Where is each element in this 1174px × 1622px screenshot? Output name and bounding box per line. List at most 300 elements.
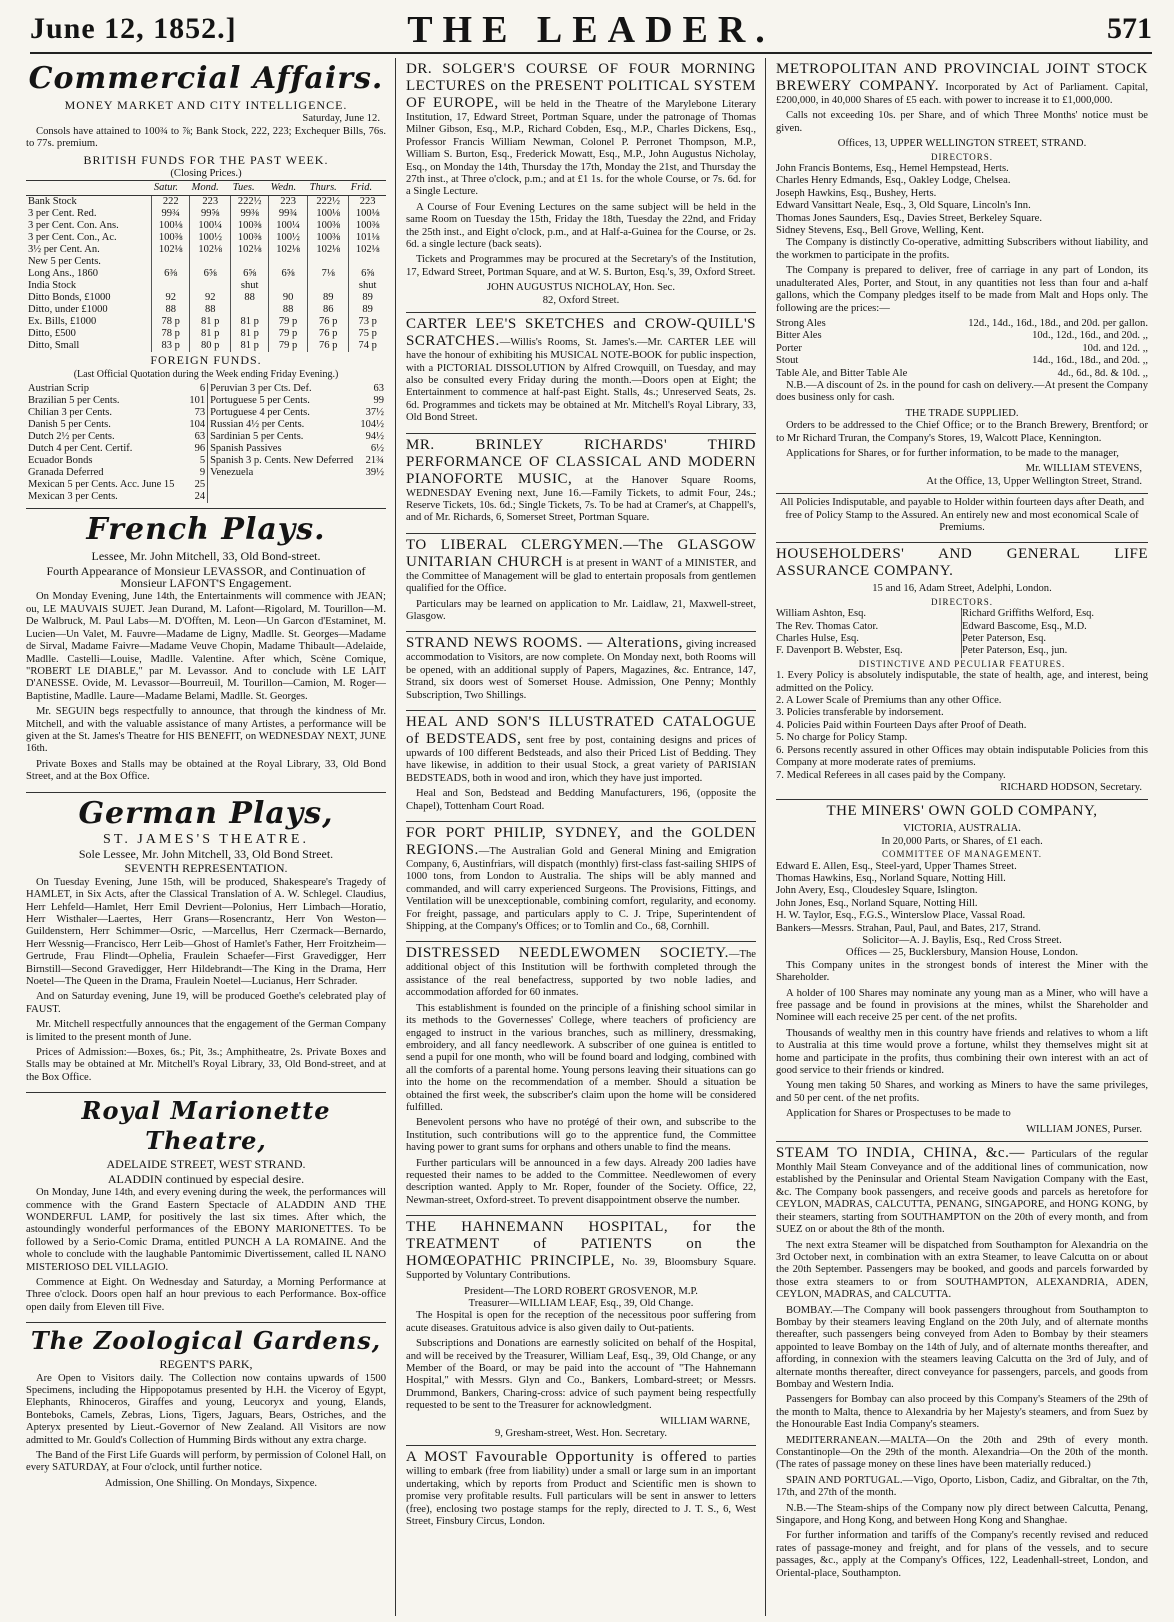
hahnemann-treasurer: Treasurer—WILLIAM LEAF, Esq., 39, Old Change.: [468, 1298, 694, 1309]
table-cell: [269, 280, 308, 292]
column-left: [26, 58, 386, 1616]
metro-title: METROPOLITAN AND PROVINCIAL JOINT STOCK BREWERY COMPANY.: [776, 61, 1148, 94]
director-name: Richard Griffiths Welford, Esq.: [962, 608, 1095, 620]
fund-value: 6: [177, 383, 208, 395]
price-row: [776, 355, 1148, 367]
hahnemann-address: 9, Gresham-street, West. Hon. Secretary.: [494, 1428, 668, 1440]
director-name: Peter Paterson, Esq., jun.: [962, 645, 1068, 657]
table-cell: 81 p: [231, 316, 269, 328]
french-appearance: Fourth Appearance of Monsieur LEVASSOR, and Continuation of Monsieur LAFONT'S Engagement.: [46, 563, 366, 591]
price-item: Strong Ales: [776, 317, 826, 329]
steam-paragraph: BOMBAY.—The Company will book passengers throughout from Southampton to Bombay by their steamers leaving England on the 20th July, and of alternate months thereafter, such passengers being conveyed from Aden to Bombay by their steamers appointed to leave Bombay on the 14th of July, and of alternate months thereafter, and affording, in connexion with the steamers leaving Calcutta on the 3rd of July, and of alternate months thereafter, direct conveyance for passengers, parcels, and goods from Bombay and Western India.: [776, 1304, 1148, 1390]
metro-paragraph: Applications for Shares, or for further information, to be made to the manager,: [786, 447, 1119, 459]
needle-paragraph: Further particulars will be announced in a few days. Already 200 ladies have requested their names to be added to the Committee. Needlewomen of every description wanted. Apply to Mr. Roper, founder of the Society. Office, 22, Newman-street, Oxford-street. To prevent disappointment observe the number.: [406, 1157, 756, 1206]
director-name: Peter Paterson, Esq.: [962, 633, 1046, 645]
table-cell: 223: [349, 196, 386, 209]
german-paragraph: And on Saturday evening, June 19, will be produced Goethe's celebrated play of FAUST.: [26, 991, 386, 1015]
table-cell: 6⅝: [349, 268, 386, 280]
steam-body: Particulars of the regular Monthly Mail Steam Conveyance and of the additional lines of communication, now established by the Peninsular and Oriental Steam Navigation Company with the East, &c. The Company book passengers, and receive goods and parcels as heretofore for CEYLON, MADRAS, CALCUTTA, PENANG, SINGAPORE, and HONG KONG, by their steamers, starting from SOUTHAMPTON on the 20th of every month, and from SUEZ on or about the 8th of the month.: [776, 1149, 1148, 1236]
fund-name: Ecuador Bonds: [28, 455, 93, 467]
table-cell: 222½: [231, 196, 269, 209]
ad-steam-to-india: [776, 1142, 1148, 1588]
fund-value: 21¾: [365, 455, 384, 467]
price-values: 10d., 12d., 16d., and 20d. ,,: [1032, 330, 1148, 342]
table-row: [26, 419, 386, 431]
miners-offices: Offices — 25, Bucklersbury, Mansion House, London.: [845, 947, 1079, 959]
fund-value: 24: [177, 491, 208, 503]
table-row: [26, 292, 386, 304]
fund-name: Mexican 5 per Cents. Acc. June 15: [28, 479, 175, 491]
director-name: Thomas Jones Saunders, Esq., Davies Street, Berkeley Square.: [776, 212, 1042, 224]
feature-item: 6. Persons recently assured in other Offices may obtain indisputable Policies from this Company at more moderate rates of premiums.: [776, 744, 1148, 769]
fund-value: 96: [177, 443, 208, 455]
table-cell: 89: [349, 292, 386, 304]
trade-supplied: THE TRADE SUPPLIED.: [905, 407, 1019, 419]
ad-strand-news-rooms: [406, 632, 756, 711]
householders-directors: [776, 608, 1148, 658]
table-row: [26, 443, 386, 455]
most-body: to parties willing to embark (free from liability) under a small or large sum in an important undertaking, which by reports from Product and Scientific men is shown to promise very profitable results. Full particulars will be sent in answer to letters (free), enclosing two postage stamps for the reply, directed to J. T. S., 6, West Street, Finsbury Circus, London.: [406, 1453, 756, 1528]
table-cell: 100⅛: [152, 220, 190, 232]
table-cell: 89: [308, 292, 349, 304]
committee-member: Thomas Hawkins, Esq., Norland Square, Notting Hill.: [776, 872, 1006, 884]
feature-item: 3. Policies transferable by indorsement.: [776, 707, 944, 719]
price-item: Stout: [776, 355, 799, 367]
table-cell: 222: [152, 196, 190, 209]
table-row: [26, 232, 386, 244]
fund-value: [356, 479, 386, 491]
ad-carter-lee: [406, 313, 756, 433]
steam-title: STEAM TO INDIA, CHINA, &c.—: [776, 1145, 1025, 1162]
foreign-funds-title: FOREIGN FUNDS.: [150, 353, 262, 368]
newspaper-title: THE LEADER.: [407, 9, 775, 51]
fund-value: 73: [177, 407, 208, 419]
table-cell: 76 p: [308, 340, 349, 352]
zoo-paragraph: Are Open to Visitors daily. The Collection now contains upwards of 1500 Specimens, including the Hippopotamus presented by H.H. the Viceroy of Egypt, Elephants, Rhinoceros, Giraffes and young, Leucoryx and young, Elands, Bonteboks, Camels, Zebras, Lions, Tigers, Jaguars, Bears, Ostriches, and the Apteryx presented by Lieut.-Governor of New Zealand. All Visitors are now admitted to Mr. Gould's Collection of Humming Birds without any extra charge.: [26, 1372, 386, 1446]
table-row: [26, 304, 386, 316]
table-cell: Ditto Bonds, £1000: [28, 292, 111, 304]
policies-text: All Policies Indisputable, and payable to Holder within fourteen days after Death, and free of Policy Stamp to the Assured. An entirely new and most economical Scale of Premiums.: [779, 497, 1145, 533]
fund-name: Granada Deferred: [28, 467, 104, 479]
director-name: William Ashton, Esq.: [776, 608, 962, 620]
committee-member: John Jones, Esq., Norland Square, Notting Hill.: [776, 897, 978, 909]
table-cell: 92: [190, 292, 231, 304]
miners-paragraph: A holder of 100 Shares may nominate any young man as a Miner, who will have a free passage and be found in provisions at the mines, whilst the Shareholder and Nominee will each receive 25 per cent. of the net profits.: [776, 987, 1148, 1024]
table-cell: 102⅛: [269, 244, 308, 256]
fund-value: 5: [177, 455, 208, 467]
fund-value: 63: [373, 383, 384, 395]
table-cell: 102⅛: [190, 244, 231, 256]
heal-body: sent free by post, containing designs and prices of upwards of 100 different Bedsteads, and also their Priced List of Bedding. They have likewise, in addition to their usual Stock, a great variety of PARISIAN BEDSTEADS, both in wood and iron, which they have just imported.: [406, 735, 756, 784]
french-plays: [26, 509, 386, 792]
table-cell: Bank Stock: [28, 196, 77, 208]
table-cell: 88: [190, 304, 231, 316]
steam-paragraph: SPAIN AND PORTUGAL.—Vigo, Oporto, Lisbon, Cadiz, and Gibraltar, on the 7th, 17th, and 27th of the month.: [776, 1474, 1148, 1499]
fund-name: Danish 5 per Cents.: [28, 419, 111, 431]
householders-directors-label: DIRECTORS.: [930, 596, 994, 607]
table-cell: 6⅝: [231, 268, 269, 280]
table-row: [26, 455, 386, 467]
header-date: June 12, 1852.]: [30, 12, 237, 45]
miners-paragraph: This Company unites in the strongest bonds of interest the Miner with the Shareholder.: [776, 959, 1148, 984]
fund-name: Mexican 3 per Cents.: [28, 491, 118, 503]
fund-name: Spanish Passives: [210, 443, 282, 455]
zoo-paragraph: The Band of the First Life Guards will perform, by permission of Colonel Hall, on every SATURDAY, at Four o'clock, until further notice.: [26, 1450, 386, 1474]
table-cell: [190, 280, 231, 292]
fund-name: Brazilian 5 per Cents.: [28, 395, 120, 407]
solger-address: 82, Oxford Street.: [542, 294, 620, 306]
table-cell: 7⅛: [308, 268, 349, 280]
table-cell: 78 p: [152, 328, 190, 340]
table-cell: 86: [308, 304, 349, 316]
most-title: A MOST Favourable Opportunity is offered: [406, 1449, 708, 1466]
ad-miners-gold-company: [776, 800, 1148, 1142]
hahnemann-paragraph: Subscriptions and Donations are earnestly solicited on behalf of the Hospital, and will be received by the Treasurer, William Leaf, Esq., 39, Old Change, or any Member of the Board, or may be paid into the account of "The Hahnemann Hospital," with Messrs. Glyn and Co., Bankers, Lombard-street; or Messrs. Drummond, Bankers, Charing-cross: advice of such payment being respectfully requested to be sent to the Treasurer for acknowledgment.: [406, 1338, 756, 1412]
table-cell: 78 p: [152, 316, 190, 328]
features-label: DISTINCTIVE AND PECULIAR FEATURES.: [858, 658, 1066, 669]
miners-bankers: Bankers—Messrs. Strahan, Paul, Paul, and Bates, 217, Strand.: [776, 922, 1041, 934]
table-row: [26, 268, 386, 280]
fund-value: 63: [177, 431, 208, 443]
german-lessee: Sole Lessee, Mr. John Mitchell, 33, Old Bond Street.: [78, 846, 334, 861]
price-list: [776, 318, 1148, 380]
metro-signature: Mr. WILLIAM STEVENS,: [1025, 463, 1142, 475]
table-cell: 6⅝: [269, 268, 308, 280]
column-rule: [395, 58, 396, 1616]
table-cell: [308, 256, 349, 268]
table-cell: 102⅛: [231, 244, 269, 256]
brinley-body: at the Hanover Square Rooms, WEDNESDAY Evening next, June 16.—Family Tickets, to admit Four, 24s.; Reserve Tickets, 10s. 6d.; Single Tickets, 7s. To be had at Cramer's, at Chappell's, and of Mr. Richards, 6, Somerset Street, Portman Square.: [406, 474, 756, 524]
director-name: F. Davenport B. Webster, Esq.: [776, 645, 962, 657]
director-name: Joseph Hawkins, Esq., Bushey, Herts.: [776, 187, 937, 199]
carter-title: CARTER LEE'S SKETCHES and CROW-QUILL'S SCRATCHES.: [406, 316, 756, 350]
miners-shares: In 20,000 Parts, or Shares, of £1 each.: [881, 835, 1043, 847]
table-cell: 73 p: [349, 316, 386, 328]
steam-paragraph: For further information and tariffs of the Company's recently revised and reduced rates of passage-money and freight, and for plans of the vessels, and to secure passages, &c., apply at the Company's Offices, 122, Leadenhall-street, London, and Oriental-place, Southampton.: [776, 1530, 1148, 1579]
householders-address: 15 and 16, Adam Street, Adelphi, London.: [872, 583, 1052, 595]
householders-title: HOUSEHOLDERS' AND GENERAL LIFE ASSURANCE COMPANY.: [776, 546, 1148, 580]
committee-member: Edward E. Allen, Esq., Steel-yard, Upper Thames Street.: [776, 860, 1017, 872]
ad-needlewomen: [406, 942, 756, 1216]
strand-body: giving increased accommodation to Visitors, are now complete. On Monday next, both Rooms will be opened, with an additional supply of Papers, Magazines, &c. Entrance, 147, Strand, six doors west of Somerset House. Admission, One Penny; Monthly Subscription, Two Shillings.: [406, 639, 756, 701]
miners-subtitle: VICTORIA, AUSTRALIA.: [903, 823, 1021, 835]
fund-name: Peruvian 3 per Cts. Def.: [210, 383, 312, 395]
fund-name: Portuguese 4 per Cents.: [210, 407, 310, 419]
port-body: —The Australian Gold and General Mining and Emigration Company, 6, Austinfriars, will dispatch (monthly) first-class fast-sailing SHIPS of 1000 tons, from London to Australia. The ships will be ably manned and commanded, and will carry experienced Surgeons. The Provisions, Fittings, and Ventilation will be unexceptionable, combining comfort, regularity, and economy. For freight, passage, and particulars apply to C. J. Tripe, Superintendent of Shipping, at the Company's Offices; or to Tomlin and Co., 68, Cornhill.: [406, 846, 756, 933]
table-cell: 100⅜: [152, 232, 190, 244]
table-cell: 76 p: [308, 328, 349, 340]
table-cell: 3 per Cent. Con., Ac.: [28, 232, 117, 244]
table-row: [26, 431, 386, 443]
german-plays: [26, 793, 386, 1094]
table-cell: Ex. Bills, £1000: [28, 316, 97, 328]
carter-body: —Willis's Rooms, St. James's.—Mr. CARTER LEE will have the honour of exhibiting his MUSICAL NOTE-BOOK for public inspection, with a PICTORIAL DISSOLUTION by Alfred Crowquill, on Tuesday, and may also be consulted every Friday during the month.—Doors open at Eight; the Entertainment to commence at half-past Eight. Stalls, 4s.; Unreserved Seats, 2s. 6d. Programmes and tickets may be obtained at Mr. Mitchell's Royal Library, 33, Old Bond Street.: [406, 337, 756, 424]
metro-nb: N.B.—A discount of 2s. in the pound for cash on delivery.—At present the Company does business only for cash.: [776, 379, 1148, 404]
price-item: Porter: [776, 342, 802, 354]
marionette-heading: Royal Marionette Theatre,: [81, 1096, 331, 1156]
table-header-cell: Tues.: [231, 181, 269, 196]
price-values: 10d. and 12d. ,,: [1082, 342, 1148, 354]
french-lessee: Lessee, Mr. John Mitchell, 33, Old Bond-street.: [91, 549, 321, 564]
fund-name: Dutch 2½ per Cents.: [28, 431, 115, 443]
money-market-title: MONEY MARKET AND CITY INTELLIGENCE.: [64, 98, 348, 112]
commercial-affairs: [26, 58, 386, 509]
miners-title: THE MINERS' OWN GOLD COMPANY,: [826, 803, 1098, 820]
solger-body: will be held in the Theatre of the Marylebone Literary Institution, 17, Edward Street, Portman Square, under the patronage of Thomas Milner Gibson, Esq., M.P., Richard Cobden, Esq., M.P., Charles Dickens, Esq., Professor Francis William Newman, Colonel P. Perronet Thompson, M.P., William S. Burton, Esq., Frederick Mowatt, Esq., M.P., John Augustus Nicholay, Esq., on Monday the 14th, Thursday the 17th, Monday the 21st, and Thursday the 27th inst., at Three o'clock, p.m.; and at £1 1s. for the whole Course, or 7s. 6d. for a Single Lecture.: [406, 99, 756, 198]
german-paragraph: Prices of Admission:—Boxes, 6s.; Pit, 3s.; Amphitheatre, 2s. Private Boxes and Stalls may be obtained at Mr. Mitchell's Royal Library, 33, Old Bond-street, and at the Box Office.: [26, 1047, 386, 1083]
fund-name: Dutch 4 per Cent. Certif.: [28, 443, 133, 455]
table-cell: 99¾: [152, 208, 190, 220]
metro-directors-list: [776, 163, 1148, 237]
ad-favourable-opportunity: [406, 1446, 756, 1536]
table-cell: 100⅛: [308, 208, 349, 220]
clergymen-paragraph: Particulars may be learned on application to Mr. Laidlaw, 21, Maxwell-street, Glasgow.: [406, 598, 756, 622]
table-cell: 3½ per Cent. An.: [28, 244, 100, 256]
table-header-cell: Thurs.: [308, 181, 349, 196]
needle-title: DISTRESSED NEEDLEWOMEN SOCIETY.: [406, 945, 729, 962]
director-name: Charles Hulse, Esq.: [776, 633, 962, 645]
fund-value: 104½: [360, 419, 384, 431]
table-cell: 79 p: [269, 340, 308, 352]
table-cell: 100¼: [269, 220, 308, 232]
table-row: [26, 256, 386, 268]
table-row: [26, 244, 386, 256]
fund-name: Sardinian 5 per Cents.: [210, 431, 304, 443]
heal-paragraph: Heal and Son, Bedstead and Bedding Manufacturers, 196, (opposite the Chapel), Tottenham Court Road.: [406, 788, 756, 812]
table-cell: 81 p: [231, 340, 269, 352]
steam-paragraph: N.B.—The Steam-ships of the Company now ply direct between Calcutta, Penang, Singapore, and Hong Kong, and between Hong Kong and Shanghae.: [776, 1502, 1148, 1527]
british-funds-title: BRITISH FUNDS FOR THE PAST WEEK.: [83, 152, 329, 167]
table-cell: 3 per Cent. Con. Ans.: [28, 220, 119, 232]
fund-value: 25: [177, 479, 208, 491]
table-cell: 88: [152, 304, 190, 316]
metro-directors-label: DIRECTORS.: [930, 151, 994, 162]
price-row: [776, 330, 1148, 342]
fund-value: 9: [177, 467, 208, 479]
table-cell: shut: [349, 280, 386, 292]
fund-value: 37½: [365, 407, 384, 419]
table-cell: shut: [231, 280, 269, 292]
director-name: The Rev. Thomas Cator.: [776, 621, 962, 633]
table-cell: 83 p: [152, 340, 190, 352]
brinley-title: MR. BRINLEY RICHARDS' THIRD PERFORMANCE OF CLASSICAL AND MODERN PIANOFORTE MUSIC,: [406, 436, 756, 487]
zoo-park: REGENT'S PARK,: [159, 1357, 253, 1372]
table-cell: Long Ans., 1860: [28, 268, 99, 280]
table-cell: [152, 256, 190, 268]
table-cell: 102⅛: [152, 244, 190, 256]
needle-body: —The additional object of this Institution will be forthwith completed through the assistance of the real benefactress, supported by two noble ladies, and accommodation afforded for 60 inmates.: [406, 949, 756, 999]
miners-paragraph: Thousands of wealthy men in this country have friends and relatives to whom a lift to Australia at this time would prove a fortune, whilst they themselves might sit at home and participate in the profits, thus combining their own interest with an act of good service to their friends or kindred.: [776, 1027, 1148, 1077]
table-row: [26, 340, 386, 352]
column-rule: [765, 58, 766, 1616]
fund-value: 104: [177, 419, 208, 431]
fund-name: Spanish 3 p. Cents. New Deferred: [210, 455, 354, 467]
fund-value: 99: [373, 395, 384, 407]
table-row: [26, 280, 386, 292]
table-cell: India Stock: [28, 280, 77, 292]
table-cell: [231, 256, 269, 268]
table-row: [26, 208, 386, 220]
zoological-gardens: [26, 1323, 386, 1498]
director-name: Charles Henry Edmands, Esq., Oakley Lodge, Chelsea.: [776, 175, 1011, 187]
fund-value: 6½: [370, 443, 384, 455]
table-cell: 100½: [269, 232, 308, 244]
policies-notice: [776, 494, 1148, 543]
metro-paragraph: The Company is distinctly Co-operative, admitting Subscribers without liability, and the workmen to participate in the profits.: [776, 237, 1148, 261]
market-intro: Consols have attained to 100¾ to ⅞; Bank Stock, 222, 223; Exchequer Bills, 76s. to 77s. premium.: [26, 125, 386, 150]
zoo-admission: Admission, One Shilling. On Mondays, Sixpence.: [104, 1477, 318, 1489]
table-cell: 101⅛: [349, 232, 386, 244]
table-cell: 3 per Cent. Red.: [28, 208, 97, 220]
closing-prices-label: (Closing Prices.): [170, 168, 242, 180]
table-cell: [269, 256, 308, 268]
table-cell: [190, 256, 231, 268]
miners-paragraph: Application for Shares or Prospectuses to be made to: [786, 1108, 1011, 1120]
table-cell: 81 p: [190, 328, 231, 340]
ad-brinley-richards: [406, 434, 756, 534]
ad-port-philip: [406, 822, 756, 942]
ad-metropolitan-brewery: [776, 58, 1148, 494]
hahnemann-body: No. 39, Bloomsbury Square. Supported by Voluntary Contributions.: [406, 1257, 756, 1282]
german-plays-heading: German Plays,: [78, 795, 334, 831]
table-header-cell: Satur.: [152, 181, 190, 196]
table-cell: 81 p: [231, 328, 269, 340]
marionette-address: ADELAIDE STREET, WEST STRAND.: [106, 1157, 306, 1172]
table-cell: 222½: [308, 196, 349, 209]
clergymen-title: TO LIBERAL CLERGYMEN.—The GLASGOW UNITARIAN CHURCH: [406, 536, 756, 570]
householders-signature: RICHARD HODSON, Secretary.: [1000, 781, 1142, 793]
column-middle: [406, 58, 756, 1616]
table-cell: 100⅛: [349, 208, 386, 220]
table-cell: 102⅛: [308, 244, 349, 256]
committee-label: COMMITTEE OF MANAGEMENT.: [881, 849, 1043, 860]
feature-item: 4. Policies Paid within Fourteen Days after Proof of Death.: [776, 719, 1027, 731]
heal-title: HEAL AND SON'S ILLUSTRATED CATALOGUE of BEDSTEADS,: [406, 714, 756, 747]
metro-paragraph: Calls not exceeding 10s. per Share, and of which Three Months' notice must be given.: [776, 110, 1148, 134]
fund-name: Chilian 3 per Cents.: [28, 407, 112, 419]
table-row: [26, 383, 386, 395]
ad-hahnemann-hospital: [406, 1216, 756, 1446]
metro-body: Incorporated by Act of Parliament. Capital, £200,000, in 40,000 Shares of £5 each. with power to increase it to £1,000,000.: [776, 82, 1148, 106]
ad-heal-and-son: [406, 711, 756, 822]
table-header-cell: Mond.: [190, 181, 231, 196]
fund-value: 39½: [365, 467, 384, 479]
table-cell: 100½: [190, 232, 231, 244]
table-row: [26, 196, 386, 209]
table-cell: 89: [349, 304, 386, 316]
committee-member: John Avery, Esq., Cloudesley Square, Islington.: [776, 885, 978, 897]
committee-list: [776, 861, 1148, 923]
fund-value: [356, 491, 386, 503]
fund-name: Russian 4½ per Cents.: [210, 419, 305, 431]
table-cell: 99⅜: [231, 208, 269, 220]
feature-item: 1. Every Policy is absolutely indisputable, the state of health, age, and interest, being admitted on the Policy.: [776, 670, 1148, 694]
table-cell: [231, 304, 269, 316]
table-row: [26, 220, 386, 232]
table-cell: 92: [152, 292, 190, 304]
steam-paragraph: Passengers for Bombay can also proceed by this Company's Steamers of the 29th of the month to Malta, thence to Alexandria by her Majesty's steamers, and from Suez by the Honourable East India Company's steamers.: [776, 1394, 1148, 1431]
metro-paragraph: Orders to be addressed to the Chief Office; or to the Branch Brewery, Brentford; or to Mr Richard Truran, the Company's Stores, 19, Walcott Place, Kennington.: [776, 420, 1148, 444]
table-row: [26, 395, 386, 407]
table-cell: New 5 per Cents.: [28, 256, 101, 268]
table-cell: 100⅜: [308, 220, 349, 232]
director-name: Edward Vansittart Neale, Esq., 3, Old Square, Lincoln's Inn.: [776, 200, 1031, 212]
table-row: [26, 316, 386, 328]
table-cell: Ditto, Small: [28, 340, 80, 352]
table-cell: 6⅜: [152, 268, 190, 280]
page-header: [30, 6, 1152, 54]
solger-title: DR. SOLGER'S COURSE OF FOUR MORNING LECTURES on the PRESENT POLITICAL SYSTEM OF EUROPE,: [406, 61, 756, 111]
feature-item: 5. No charge for Policy Stamp.: [776, 732, 908, 744]
marionette-subtitle: ALADDIN continued by especial desire.: [107, 1171, 305, 1186]
table-cell: 74 p: [349, 340, 386, 352]
table-cell: Ditto, £500: [28, 328, 76, 340]
marionette-paragraph: On Monday, June 14th, and every evening during the week, the performances will commence with the Grand Eastern Spectacle of ALADDIN AND THE WONDERFUL LAMP, for positively the last six times. After which, the astoundingly wonderful performances of the EBONY MARIONETTES. To be followed by a Serio-Comic Drama, entitled PUNCH A LA ROMAINE. And the whole to conclude with the laughable Pantomimic Divertissement, called IL NANO MISTERIOSO DEL VILLAGIO.: [26, 1187, 386, 1273]
table-cell: 223: [190, 196, 231, 209]
table-cell: 99¾: [269, 208, 308, 220]
page-number: 571: [1107, 12, 1152, 45]
fund-name: Austrian Scrip: [28, 383, 89, 395]
metro-offices: Offices, 13, UPPER WELLINGTON STREET, STRAND.: [837, 138, 1087, 150]
miners-solicitor: Solicitor—A. J. Baylis, Esq., Red Cross Street.: [862, 934, 1062, 946]
price-row: [776, 368, 1148, 380]
table-cell: 100⅜: [349, 220, 386, 232]
price-values: 14d., 16d., 18d., and 20d. ,,: [1032, 355, 1148, 367]
miners-paragraph: Young men taking 50 Shares, and working as Miners to have the same privileges, and 50 per cent. of the net profits.: [776, 1080, 1148, 1104]
price-row: [776, 343, 1148, 355]
table-row: [26, 491, 386, 503]
table-row: [26, 479, 386, 491]
british-funds-table: [26, 180, 386, 352]
table-row: [26, 467, 386, 479]
table-cell: 100⅜: [231, 232, 269, 244]
ad-liberal-clergymen: [406, 534, 756, 633]
st-james-theatre: ST. JAMES'S THEATRE.: [103, 831, 309, 847]
hahnemann-signature: WILLIAM WARNE,: [660, 1415, 750, 1427]
clergymen-body: is at present in WANT of a MINISTER, and the Committee of Management will be glad to entertain proposals from gentlemen qualified for the Office.: [406, 557, 756, 595]
hahnemann-president: President—The LORD ROBERT GROSVENOR, M.P.: [464, 1285, 698, 1297]
strand-title: STRAND NEWS ROOMS. — Alterations,: [406, 635, 683, 652]
steam-paragraph: MEDITERRANEAN.—MALTA—On the 20th and 29th of every month. Constantinople—On the 29th of the month. Alexandria—On the 20th of the month. (The rates of passage money on these lines have been materially reduced.): [776, 1434, 1148, 1471]
table-row: [26, 328, 386, 340]
needle-paragraph: Benevolent persons who have no protégé of their own, and subscribe to the Institution, such contributions will go to the apprentice fund, the Committee having power to grant sums for orphans and others unable to find the means.: [406, 1117, 756, 1154]
table-cell: 100⅜: [308, 232, 349, 244]
dateline: Saturday, June 12.: [302, 113, 380, 125]
director-name: Sidney Stevens, Esq., Bell Grove, Welling, Kent.: [776, 225, 984, 237]
fund-name: [208, 491, 356, 503]
french-paragraph: Private Boxes and Stalls may be obtained at the Royal Library, 33, Old Bond Street, and at the Box Office.: [26, 758, 386, 783]
table-cell: 88: [231, 292, 269, 304]
german-paragraph: Mr. Mitchell respectfully announces that the engagement of the German Company is limited to the present month of June.: [26, 1019, 386, 1043]
ad-solger: [406, 58, 756, 313]
table-cell: 81 p: [190, 316, 231, 328]
fund-name: [208, 479, 356, 491]
marionette-paragraph: Commence at Eight. On Wednesday and Saturday, a Morning Performance at Three o'clock. Doors open half an hour previous to each Performance. Box-office open daily from Eleven till Five.: [26, 1276, 386, 1313]
table-cell: 223: [269, 196, 308, 209]
french-plays-heading: French Plays.: [86, 512, 326, 548]
foreign-funds-subtitle: (Last Official Quotation during the Week ending Friday Evening.): [73, 368, 339, 380]
table-cell: 99⅝: [190, 208, 231, 220]
table-cell: [349, 256, 386, 268]
solger-signature: JOHN AUGUSTUS NICHOLAY, Hon. Sec.: [486, 282, 676, 294]
price-item: Bitter Ales: [776, 330, 822, 342]
price-row: [776, 318, 1148, 330]
table-cell: 102⅛: [349, 244, 386, 256]
miners-signature: WILLIAM JONES, Purser.: [1026, 1123, 1142, 1135]
hahnemann-title: THE HAHNEMANN HOSPITAL, for the TREATMENT of PATIENTS on the HOMŒOPATHIC PRINCIPLE,: [406, 1219, 756, 1270]
metro-address: At the Office, 13, Upper Wellington Street, Strand.: [926, 475, 1142, 487]
fund-name: Portuguese 5 per Cents.: [210, 395, 310, 407]
